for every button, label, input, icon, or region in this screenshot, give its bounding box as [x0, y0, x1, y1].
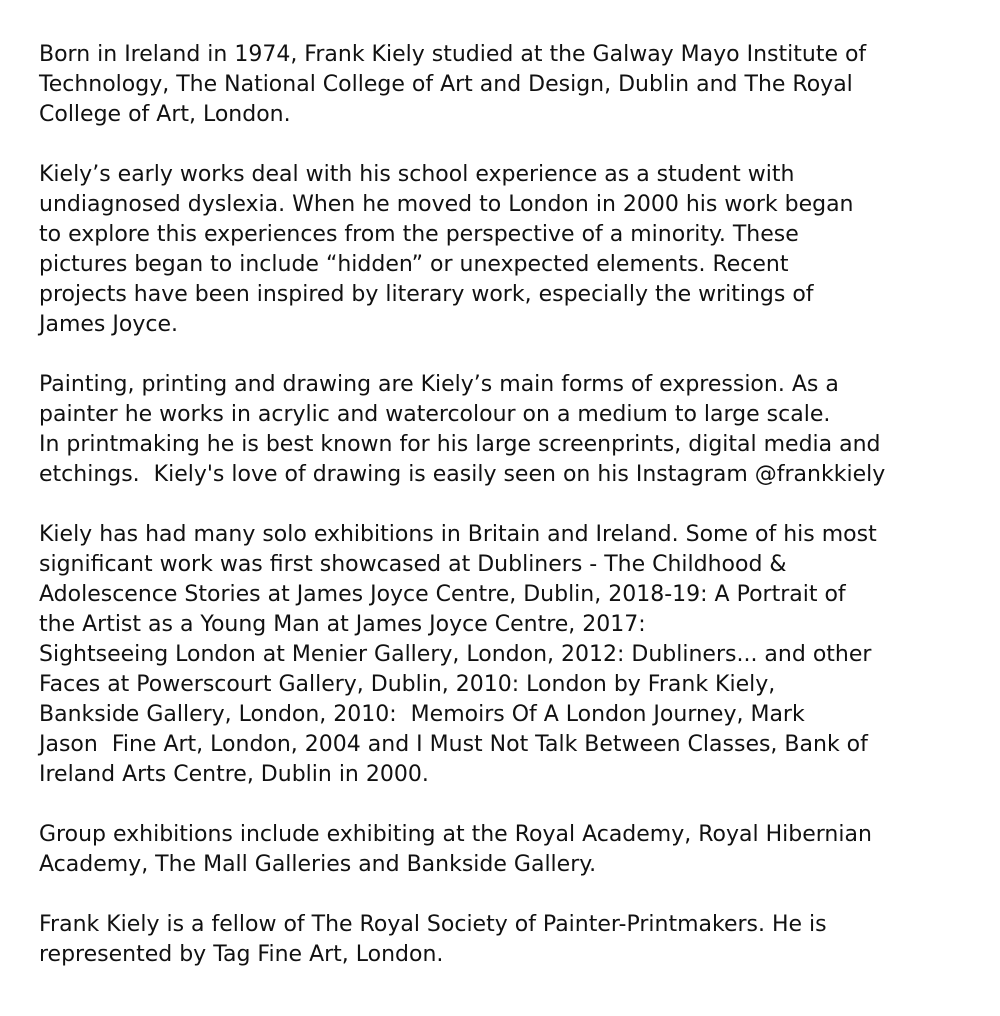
paragraph-education	[39, 40, 979, 130]
paragraph-solo-exhibitions	[39, 520, 979, 790]
text-line: painter he works in acrylic and watercolour on a medium to large scale.	[39, 402, 831, 427]
text-line: Bankside Gallery, London, 2010: Memoirs Of A London Journey, Mark	[39, 702, 805, 727]
text-line: College of Art, London.	[39, 102, 291, 127]
paragraph-fellowship	[39, 910, 979, 970]
text-line: Sightseeing London at Menier Gallery, London, 2012: Dubliners... and other	[39, 642, 872, 667]
text-line: Academy, The Mall Galleries and Bankside Gallery.	[39, 852, 597, 877]
text-line: pictures began to include “hidden” or unexpected elements. Recent	[39, 252, 789, 277]
text-line: to explore this experiences from the perspective of a minority. These	[39, 222, 799, 247]
text-line: represented by Tag Fine Art, London.	[39, 942, 444, 967]
text-line: Technology, The National College of Art and Design, Dublin and The Royal	[39, 72, 853, 97]
paragraph-group-exhibitions	[39, 820, 979, 880]
text-line: undiagnosed dyslexia. When he moved to London in 2000 his work began	[39, 192, 854, 217]
text-line: Adolescence Stories at James Joyce Centre, Dublin, 2018-19: A Portrait of	[39, 582, 846, 607]
text-line: Ireland Arts Centre, Dublin in 2000.	[39, 762, 429, 787]
text-line: In printmaking he is best known for his large screenprints, digital media and	[39, 432, 881, 457]
text-line: Kiely’s early works deal with his school experience as a student with	[39, 162, 795, 187]
text-line: Jason Fine Art, London, 2004 and I Must Not Talk Between Classes, Bank of	[39, 732, 868, 757]
text-line: Kiely has had many solo exhibitions in Britain and Ireland. Some of his most	[39, 522, 877, 547]
text-line: the Artist as a Young Man at James Joyce Centre, 2017:	[39, 612, 646, 637]
text-line: etchings. Kiely's love of drawing is easily seen on his Instagram @frankkiely	[39, 462, 886, 487]
text-line: Painting, printing and drawing are Kiely’s main forms of expression. As a	[39, 372, 839, 397]
paragraph-media	[39, 370, 979, 490]
text-line: Faces at Powerscourt Gallery, Dublin, 2010: London by Frank Kiely,	[39, 672, 776, 697]
text-line: Group exhibitions include exhibiting at the Royal Academy, Royal Hibernian	[39, 822, 872, 847]
text-line: Born in Ireland in 1974, Frank Kiely studied at the Galway Mayo Institute of	[39, 42, 867, 67]
text-line: James Joyce.	[39, 312, 178, 337]
text-line: significant work was first showcased at Dubliners - The Childhood &	[39, 552, 787, 577]
biography-text	[39, 40, 979, 1000]
text-line: Frank Kiely is a fellow of The Royal Society of Painter-Printmakers. He is	[39, 912, 827, 937]
paragraph-early-works	[39, 160, 979, 340]
text-line: projects have been inspired by literary work, especially the writings of	[39, 282, 814, 307]
